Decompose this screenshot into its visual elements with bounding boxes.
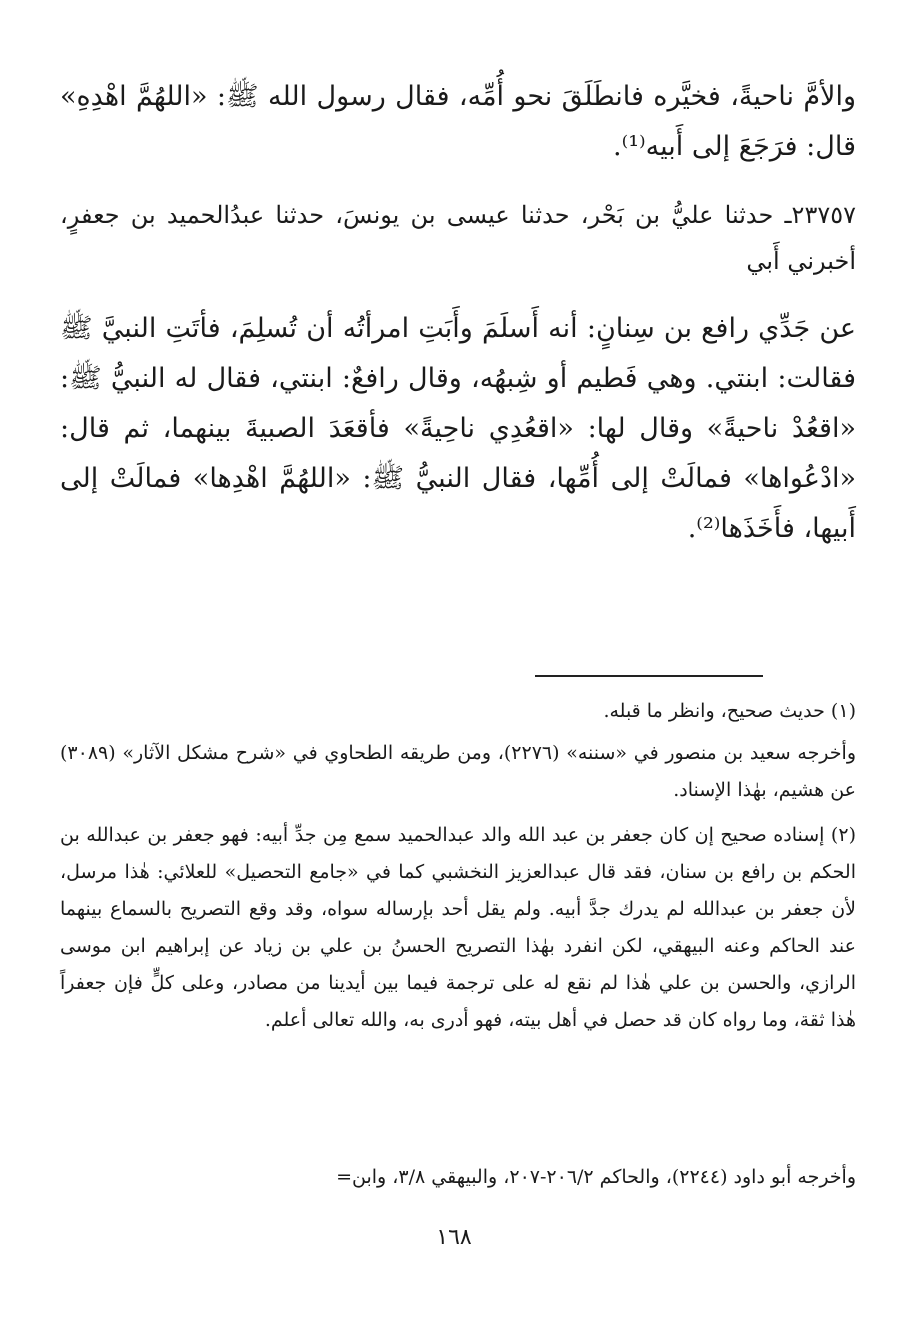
footnote-1-continuation: وأخرجه سعيد بن منصور في «سننه» (٢٢٧٦)، ومن طريقه الطحاوي في «شرح مشكل الآثار» (٣٠٨٩) عن هشيم، بهٰذا الإسناد.	[60, 742, 856, 801]
hadith-text-paragraph: عن جَدِّي رافع بن سِنانٍ: أنه أَسلَمَ وأَبَتِ امرأتُه أن تُسلِمَ، فأتَتِ النبيَّ ﷺ فقالت: ابنتي. وهي فَطيم أو شِبهُه، وقال رافعٌ: ابنتي، فقال له النبيُّ ﷺ: «اقعُدْ ناحيةً» وقال لها: «اقعُدِي ناحِيةً» فأقعَدَ الصبيةَ بينهما، ثم قال: «ادْعُواها» فمالَتْ إلى أُمِّها، فقال النبيُّ ﷺ: «اللهُمَّ اهْدِها» فمالَتْ إلى أَبيها، فأَخَذَها⁽²⁾.	[60, 313, 856, 544]
footnote-2: (٢) إسناده صحيح إن كان جعفر بن عبد الله والد عبدالحميد سمع مِن جدِّ أبيه: فهو جعفر بن عبدالله بن الحكم بن رافع بن سنان، فقد قال عبدالعزيز النخشبي كما في «جامع التحصيل» للعلائي: هٰذا مرسل، لأن جعفر بن عبدالله لم يدرك جدَّ أبيه. ولم يقل أحد بإرساله سواه، وقد وقع التصريح بالسماع بينهما عند الحاكم وعنه البيهقي، لكن انفرد بهٰذا التصريح الحسنُ بن علي بن زياد عن إبراهيم ابن موسى الرازي، والحسن بن علي هٰذا لم نقع له على ترجمة فيما بين أيدينا من مصادر، وعلى كلٍّ فإن جعفراً هٰذا ثقة، وما رواه كان قد حصل في أهل بيته، فهو أدرى به، والله تعالى أعلم.	[60, 824, 856, 1031]
page-number: ١٦٨	[436, 1225, 472, 1250]
hadith-chain-paragraph: ٢٣٧٥٧ـ حدثنا عليُّ بن بَحْر، حدثنا عيسى بن يونسَ، حدثنا عبدُالحميد بن جعفرٍ، أخبرني أَبي	[60, 201, 856, 275]
footnote-1: (١) حديث صحيح، وانظر ما قبله.	[603, 700, 856, 722]
hadith-continuation-paragraph: والأمَّ ناحيةً، فخيَّره فانطَلَقَ نحو أُمِّه، فقال رسول الله ﷺ: «اللهُمَّ اهْدِهِ» قال: فرَجَعَ إلى أَبيه⁽¹⁾.	[60, 81, 856, 162]
footnote-separator	[535, 675, 763, 677]
footnote-2-continuation: وأخرجه أبو داود (٢٢٤٤)، والحاكم ٢٠٦/٢-٢٠٧، والبيهقي ٣/٨، وابن=	[336, 1166, 856, 1188]
